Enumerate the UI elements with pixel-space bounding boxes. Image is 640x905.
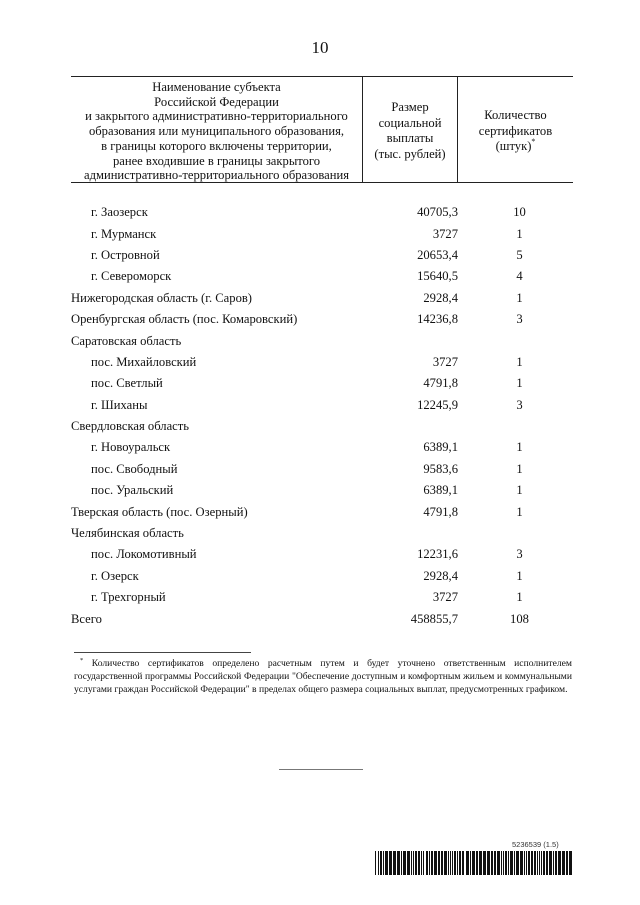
barcode-bar xyxy=(483,851,486,875)
table-row xyxy=(71,608,573,629)
row-amount: 14236,8 xyxy=(417,312,458,327)
table-row xyxy=(71,288,573,309)
barcode-bar xyxy=(411,851,412,875)
row-name: пос. Михайловский xyxy=(91,354,197,369)
table-row xyxy=(71,309,573,330)
barcode-bar xyxy=(470,851,471,875)
row-name: г. Заозерск xyxy=(91,205,148,220)
barcode-bar xyxy=(553,851,554,875)
row-amount: 3727 xyxy=(432,226,458,241)
barcode-bar xyxy=(462,851,464,875)
barcode-bar xyxy=(505,851,507,875)
barcode-bar xyxy=(434,851,437,875)
footnote-divider xyxy=(74,652,251,653)
table-row xyxy=(71,202,573,223)
table-row xyxy=(71,395,573,416)
row-count: 4 xyxy=(516,269,523,284)
barcode-bar xyxy=(429,851,430,875)
row-amount: 6389,1 xyxy=(423,440,458,455)
row-name: пос. Светлый xyxy=(91,376,163,391)
page-divider xyxy=(279,769,363,770)
row-name: г. Североморск xyxy=(91,269,172,284)
barcode-bar xyxy=(510,851,513,875)
row-amount: 458855,7 xyxy=(410,611,458,626)
row-amount: 3727 xyxy=(432,590,458,605)
barcode-bar xyxy=(423,851,424,875)
row-name: г. Островной xyxy=(91,247,160,262)
barcode-bar xyxy=(380,851,382,875)
table-row xyxy=(71,416,573,437)
table-body xyxy=(71,202,573,630)
barcode-bar xyxy=(558,851,561,875)
table-row xyxy=(71,352,573,373)
barcode-bar xyxy=(393,851,396,875)
barcode-bar xyxy=(534,851,536,875)
barcode-bar xyxy=(378,851,379,875)
row-amount: 4791,8 xyxy=(423,504,458,519)
header-name-column: Наименование субъекта Российской Федерации и закрытого административно-территориального образования или муниципального образования, в границы которого включены территории, ранее входившие в границы закрытого административно-территориального образования xyxy=(71,77,363,182)
barcode-bar xyxy=(401,851,402,875)
row-amount: 6389,1 xyxy=(423,483,458,498)
row-name: г. Трехгорный xyxy=(91,590,166,605)
table-row xyxy=(71,437,573,458)
row-amount: 20653,4 xyxy=(417,247,458,262)
row-count: 10 xyxy=(513,205,526,220)
footnote xyxy=(74,657,572,696)
barcode-bar xyxy=(431,851,433,875)
barcode-bar xyxy=(454,851,456,875)
table-header xyxy=(71,76,573,183)
row-count: 1 xyxy=(516,440,523,455)
row-count: 3 xyxy=(516,397,523,412)
barcode-bar xyxy=(543,851,545,875)
barcode-bar xyxy=(520,851,523,875)
barcode-bar xyxy=(524,851,525,875)
barcode-bar xyxy=(479,851,482,875)
row-name: Оренбургская область (пос. Комаровский) xyxy=(71,312,298,327)
row-amount: 9583,6 xyxy=(423,461,458,476)
row-name: Челябинская область xyxy=(71,526,184,541)
row-name: Нижегородская область (г. Саров) xyxy=(71,290,253,305)
table-row xyxy=(71,523,573,544)
row-name: г. Озерск xyxy=(91,568,139,583)
barcode-bar xyxy=(397,851,400,875)
barcode-bar xyxy=(452,851,453,875)
barcode-bar xyxy=(438,851,440,875)
document-stamp: 5236539 (1.5) xyxy=(512,840,559,849)
barcode-bar xyxy=(537,851,538,875)
barcode-bar xyxy=(546,851,548,875)
barcode xyxy=(375,851,572,875)
barcode-bar xyxy=(476,851,478,875)
row-name: Свердловская область xyxy=(71,419,190,434)
barcode-bar xyxy=(555,851,557,875)
barcode-bar xyxy=(526,851,527,875)
barcode-bar xyxy=(514,851,515,875)
barcode-bar xyxy=(472,851,475,875)
table-row xyxy=(71,373,573,394)
header-count-column xyxy=(458,77,573,182)
barcode-bar xyxy=(459,851,461,875)
barcode-bar xyxy=(541,851,542,875)
table-row xyxy=(71,566,573,587)
row-amount: 4791,8 xyxy=(423,376,458,391)
row-amount: 12231,6 xyxy=(417,547,458,562)
footnote-mark: * xyxy=(80,657,84,664)
barcode-bar xyxy=(549,851,552,875)
footnote-text: Количество сертификатов определено расчетным путем и будет уточнено ответственным исполнителем государственной программы Российской Федерации "Обеспечение доступным и комфортным жильем и коммунальными услугами граждан Российской Федерации" в пределах общего размера социальных выплат, предусмотренных графиком. xyxy=(74,658,572,695)
barcode-bar xyxy=(448,851,449,875)
barcode-bar xyxy=(569,851,572,875)
barcode-bar xyxy=(487,851,490,875)
barcode-bar xyxy=(501,851,502,875)
barcode-bar xyxy=(426,851,428,875)
header-amount-column: Размер социальной выплаты (тыс. рублей) xyxy=(363,77,458,182)
page-number: 10 xyxy=(311,38,329,57)
table-row xyxy=(71,501,573,522)
row-count: 1 xyxy=(516,226,523,241)
barcode-bar xyxy=(491,851,493,875)
row-count: 1 xyxy=(516,590,523,605)
row-amount: 40705,3 xyxy=(417,205,458,220)
barcode-bar xyxy=(413,851,414,875)
barcode-bar xyxy=(497,851,500,875)
row-name: Тверская область (пос. Озерный) xyxy=(71,504,248,519)
row-amount: 2928,4 xyxy=(423,290,458,305)
barcode-bar xyxy=(508,851,509,875)
header-count-label: Количество сертификатов (штук) xyxy=(478,108,553,153)
barcode-bar xyxy=(375,851,376,875)
barcode-bar xyxy=(421,851,422,875)
table-row xyxy=(71,330,573,351)
table-row xyxy=(71,266,573,287)
row-count: 1 xyxy=(516,504,523,519)
table-row xyxy=(71,587,573,608)
row-count: 3 xyxy=(516,547,523,562)
row-name: г. Новоуральск xyxy=(91,440,171,455)
table-row xyxy=(71,480,573,501)
table-row xyxy=(71,544,573,565)
certificates-table xyxy=(71,76,573,630)
row-name: пос. Локомотивный xyxy=(91,547,197,562)
table-row xyxy=(71,459,573,480)
row-name: Всего xyxy=(71,611,102,626)
barcode-bar xyxy=(415,851,417,875)
row-count: 1 xyxy=(516,461,523,476)
row-count: 108 xyxy=(510,611,529,626)
barcode-bar xyxy=(503,851,504,875)
row-count: 1 xyxy=(516,376,523,391)
row-count: 1 xyxy=(516,483,523,498)
row-name: пос. Свободный xyxy=(91,461,178,476)
barcode-bar xyxy=(444,851,447,875)
row-amount: 15640,5 xyxy=(417,269,458,284)
row-count: 1 xyxy=(516,568,523,583)
barcode-bar xyxy=(516,851,519,875)
row-count: 5 xyxy=(516,247,523,262)
barcode-bar xyxy=(441,851,443,875)
row-name: г. Шиханы xyxy=(91,397,148,412)
row-amount: 2928,4 xyxy=(423,568,458,583)
barcode-bar xyxy=(494,851,496,875)
row-count: 3 xyxy=(516,312,523,327)
barcode-bar xyxy=(418,851,420,875)
barcode-bar xyxy=(528,851,530,875)
barcode-bar xyxy=(383,851,384,875)
row-count: 1 xyxy=(516,290,523,305)
footnote-marker: * xyxy=(531,137,536,146)
barcode-bar xyxy=(385,851,388,875)
barcode-bar xyxy=(407,851,410,875)
barcode-bar xyxy=(466,851,469,875)
barcode-bar xyxy=(531,851,533,875)
barcode-bar xyxy=(566,851,568,875)
barcode-bar xyxy=(562,851,565,875)
barcode-bar xyxy=(450,851,451,875)
row-amount: 3727 xyxy=(432,354,458,369)
barcode-bar xyxy=(457,851,458,875)
barcode-bar xyxy=(389,851,392,875)
row-name: г. Мурманск xyxy=(91,226,157,241)
row-count: 1 xyxy=(516,354,523,369)
barcode-bar xyxy=(403,851,406,875)
row-amount: 12245,9 xyxy=(417,397,458,412)
table-row xyxy=(71,245,573,266)
table-row xyxy=(71,223,573,244)
row-name: Саратовская область xyxy=(71,333,182,348)
row-name: пос. Уральский xyxy=(91,483,174,498)
barcode-bar xyxy=(539,851,540,875)
